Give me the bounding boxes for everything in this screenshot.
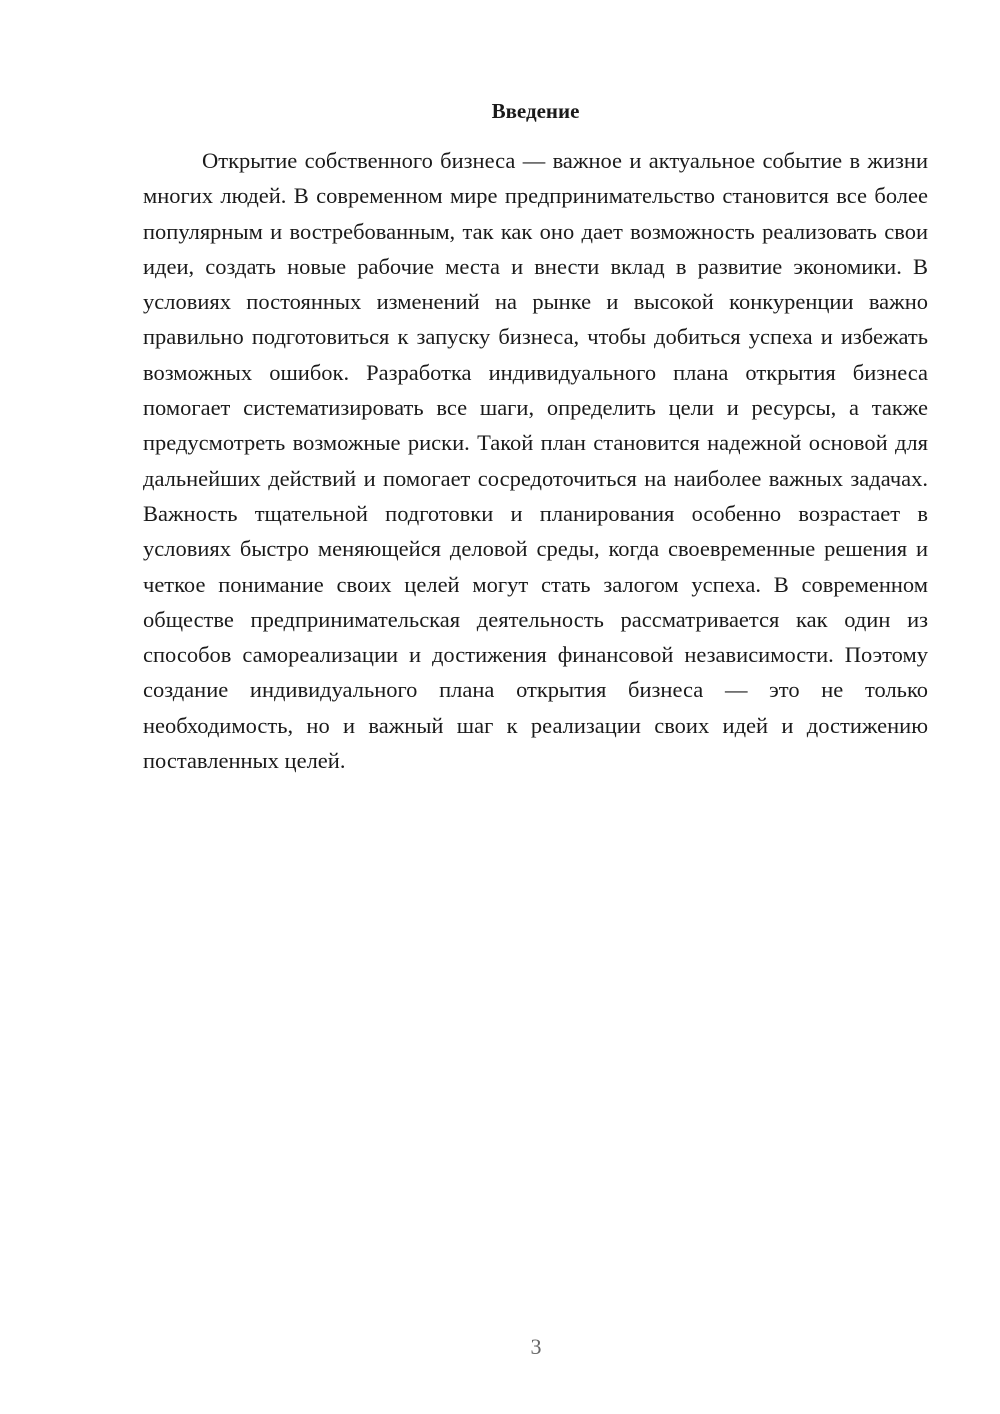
section-heading: Введение: [491, 99, 580, 123]
body-paragraph: Открытие собственного бизнеса — важное и актуальное событие в жизни многих людей. В современном мире предпринимательство становится все более популярным и востребованным, так как оно дает возможность реализовать свои идеи, создать новые рабочие места и внести вклад в развитие экономики. В условиях постоянных изменений на рынке и высокой конкуренции важно правильно подготовиться к запуску бизнеса, чтобы добиться успеха и избежать возможных ошибок. Разработка индивидуального плана открытия бизнеса помогает систематизировать все шаги, определить цели и ресурсы, а также предусмотреть возможные риски. Такой план становится надежной основой для дальнейших действий и помогает сосредоточиться на наиболее важных задачах. Важность тщательной подготовки и планирования особенно возрастает в условиях быстро меняющейся деловой среды, когда своевременные решения и четкое понимание своих целей могут стать залогом успеха. В современном обществе предпринимательская деятельность рассматривается как один из способов самореализации и достижения финансовой независимости. Поэтому создание индивидуального плана открытия бизнеса — это не только необходимость, но и важный шаг к реализации своих идей и достижению поставленных целей.: [143, 148, 928, 774]
page-number: 3: [530, 1334, 542, 1359]
